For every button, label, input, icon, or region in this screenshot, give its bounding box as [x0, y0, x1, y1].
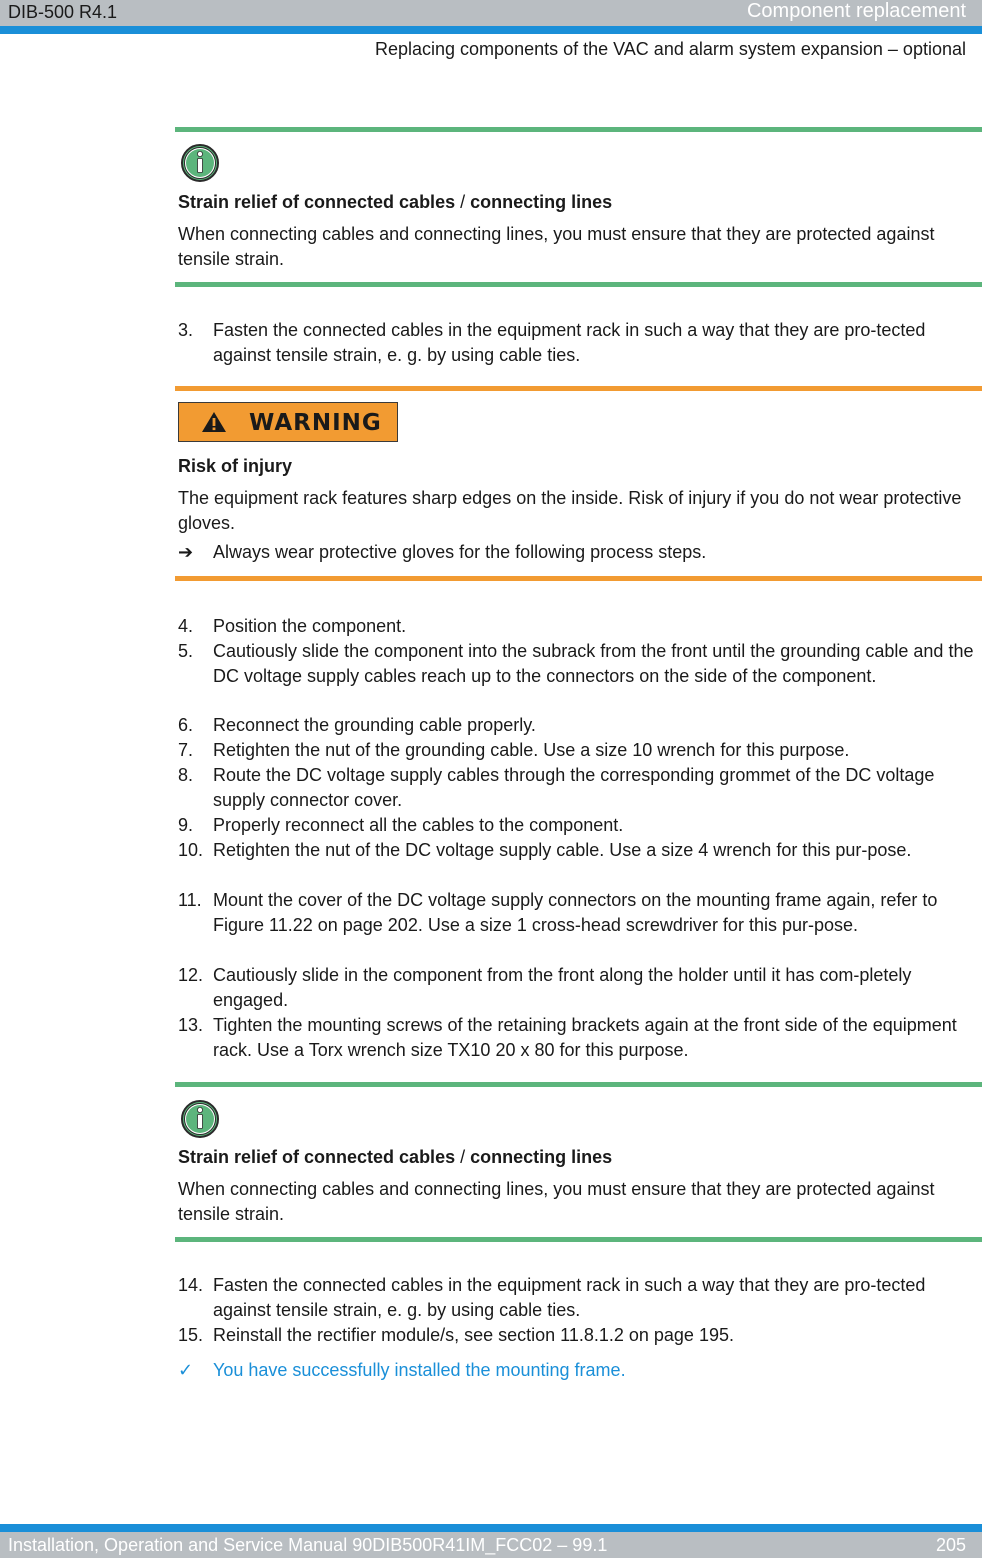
warning-badge: WARNING	[178, 402, 398, 442]
list-item: 11. Mount the cover of the DC voltage supply connectors on the mounting frame again, refer to Figure 11.22 on page 202. Use a size 1 cross-head screwdriver for this pur-pose.	[178, 890, 938, 935]
list-item: 7. Retighten the nut of the grounding cable. Use a size 10 wrench for this purpose.	[178, 740, 850, 760]
list-item: 12. Cautiously slide in the component from the front along the holder until it has com-pletely engaged.	[178, 965, 912, 1010]
note-title: Strain relief of connected cables / connecting lines	[178, 192, 613, 212]
header-doc-id: DIB-500 R4.1	[8, 2, 118, 22]
note-body: When connecting cables and connecting lines, you must ensure that they are protected against tensile strain.	[178, 224, 935, 269]
list-item: 13. Tighten the mounting screws of the retaining brackets again at the front side of the equipment rack. Use a Torx wrench size TX10 20 x 80 for this purpose.	[178, 1015, 957, 1060]
info-icon	[180, 1099, 220, 1139]
note-body: When connecting cables and connecting lines, you must ensure that they are protected against tensile strain.	[178, 1179, 935, 1224]
footer-manual-title: Installation, Operation and Service Manual 90DIB500R41IM_FCC02 – 99.1	[8, 1535, 608, 1555]
list-item: 3. Fasten the connected cables in the equipment rack in such a way that they are pro-tected against tensile strain, e. g. by using cable ties.	[178, 320, 926, 365]
footer-accent-line	[0, 1524, 982, 1532]
info-icon	[180, 143, 220, 183]
checkmark-icon: ✓	[178, 1360, 194, 1380]
list-item: 4. Position the component.	[178, 616, 407, 636]
list-item: 15. Reinstall the rectifier module/s, see section 11.8.1.2 on page 195.	[178, 1325, 734, 1345]
note-bottom-rule	[175, 282, 982, 287]
list-item: 8. Route the DC voltage supply cables through the corresponding grommet of the DC voltage supply connector cover.	[178, 765, 935, 810]
note-top-rule	[175, 127, 982, 132]
note-bottom-rule	[175, 1237, 982, 1242]
page-number: 205	[935, 1535, 966, 1555]
list-item: 6. Reconnect the grounding cable properly.	[178, 715, 536, 735]
list-item: 10. Retighten the nut of the DC voltage supply cable. Use a size 4 wrench for this pur-pose.	[178, 840, 912, 860]
arrow-right-icon: ➔	[178, 542, 194, 562]
warning-triangle-icon	[201, 411, 227, 433]
header-section: Replacing components of the VAC and alarm system expansion – optional	[374, 39, 966, 59]
warning-bottom-rule	[175, 576, 982, 581]
header-accent-line	[0, 26, 982, 34]
list-item: 5. Cautiously slide the component into the subrack from the front until the grounding cable and the DC voltage supply cables reach up to the connectors on the side of the component.	[178, 641, 974, 686]
list-item: 14. Fasten the connected cables in the equipment rack in such a way that they are pro-tected against tensile strain, e. g. by using cable ties.	[178, 1275, 926, 1320]
header-chapter: Component replacement	[746, 0, 966, 22]
list-item: 9. Properly reconnect all the cables to the component.	[178, 815, 624, 835]
note-title: Strain relief of connected cables / connecting lines	[178, 1147, 613, 1167]
note-top-rule	[175, 1082, 982, 1087]
warning-title: Risk of injury	[178, 456, 293, 476]
warning-body: The equipment rack features sharp edges on the inside. Risk of injury if you do not wear protective gloves.	[178, 488, 962, 533]
warning-top-rule	[175, 386, 982, 391]
